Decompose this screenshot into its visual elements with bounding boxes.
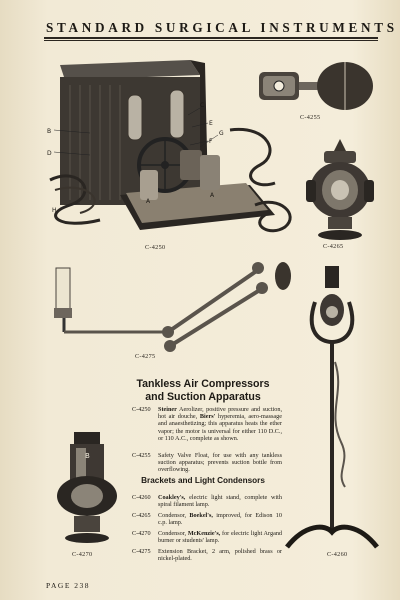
- valve-float-illustration: [255, 60, 375, 118]
- entry-code: C-4250: [132, 406, 151, 413]
- caption-c4275: C-4275: [135, 353, 156, 360]
- entry-text-2: improved, for Edison 10 c.p. lamp.: [158, 512, 282, 527]
- entry-code: C-4265: [132, 512, 151, 519]
- extension-bracket-illustration: [48, 250, 293, 360]
- entry-name: Steiner: [158, 406, 177, 413]
- entry-text: Condensor,: [158, 530, 188, 537]
- entry-c4255: [132, 452, 282, 474]
- entry-description: [158, 512, 282, 526]
- header-rule: [44, 37, 378, 39]
- label-d: D: [47, 150, 52, 157]
- label-a1: A: [146, 198, 151, 205]
- entry-text-2: for electric light Argand burner or students' lamp.: [158, 530, 283, 545]
- label-f: F: [209, 138, 213, 145]
- entry-description: Extension Bracket, 2 arm, polished brass or nickel-plated.: [158, 548, 282, 563]
- label-e: E: [209, 120, 213, 127]
- caption-c4270: C-4270: [72, 551, 93, 558]
- entry-code: C-4255: [132, 452, 151, 459]
- entry-description: [158, 494, 282, 508]
- label-b: B: [47, 128, 52, 135]
- caption-c4255: C-4255: [300, 114, 321, 121]
- entry-code: C-4260: [132, 494, 151, 501]
- boekel-condensor-illustration: [300, 135, 380, 243]
- section-title-compressors: Tankless Air Compressors and Suction Apparatus: [136, 378, 270, 403]
- entry-text: Aerolizer, positive pressure and suction, hot air douche,: [158, 406, 282, 421]
- entry-text-2: hyperemia, aero-massage and anaesthetizing; this apparatus heats the ether vapor; the motor is universal for either 110 D.C., or 110 A.C., complete as shown.: [158, 413, 282, 442]
- entry-code: C-4270: [132, 530, 151, 537]
- section-title-brackets: Brackets and Light Condensors: [141, 476, 265, 485]
- entry-description: [158, 406, 282, 442]
- light-stand-illustration: [285, 262, 380, 552]
- page-number: PAGE 238: [46, 581, 91, 590]
- label-g: G: [219, 130, 224, 137]
- entry-name-2: Biers': [199, 413, 216, 421]
- entry-text: electric light stand, complete with spiral filament lamp.: [158, 494, 282, 509]
- label-c: C: [200, 102, 205, 109]
- label-h: H: [52, 207, 57, 214]
- caption-c4265: C-4265: [323, 243, 344, 250]
- entry-code: C-4275: [132, 548, 151, 555]
- entry-text: Condensor,: [158, 512, 190, 519]
- caption-c4260: C-4260: [327, 551, 348, 558]
- entry-name: McKenzie's,: [187, 530, 221, 537]
- entry-c4250: [132, 406, 282, 450]
- mckenzie-condensor-illustration: [52, 428, 122, 548]
- entry-description: Safety Valve Float, for use with any tankless suction apparatus; prevents suction bottle from overflowing.: [158, 452, 282, 474]
- label-a2: A: [210, 192, 215, 199]
- caption-c4250: C-4250: [145, 244, 166, 251]
- entry-name: Boekel's,: [189, 512, 213, 519]
- entry-description: [158, 530, 282, 544]
- condensor-label-b: B: [85, 452, 90, 460]
- entry-name: Coakley's,: [158, 494, 186, 501]
- page-header: STANDARD SURGICAL INSTRUMENTS: [46, 20, 398, 35]
- header-rule-thin: [44, 40, 378, 41]
